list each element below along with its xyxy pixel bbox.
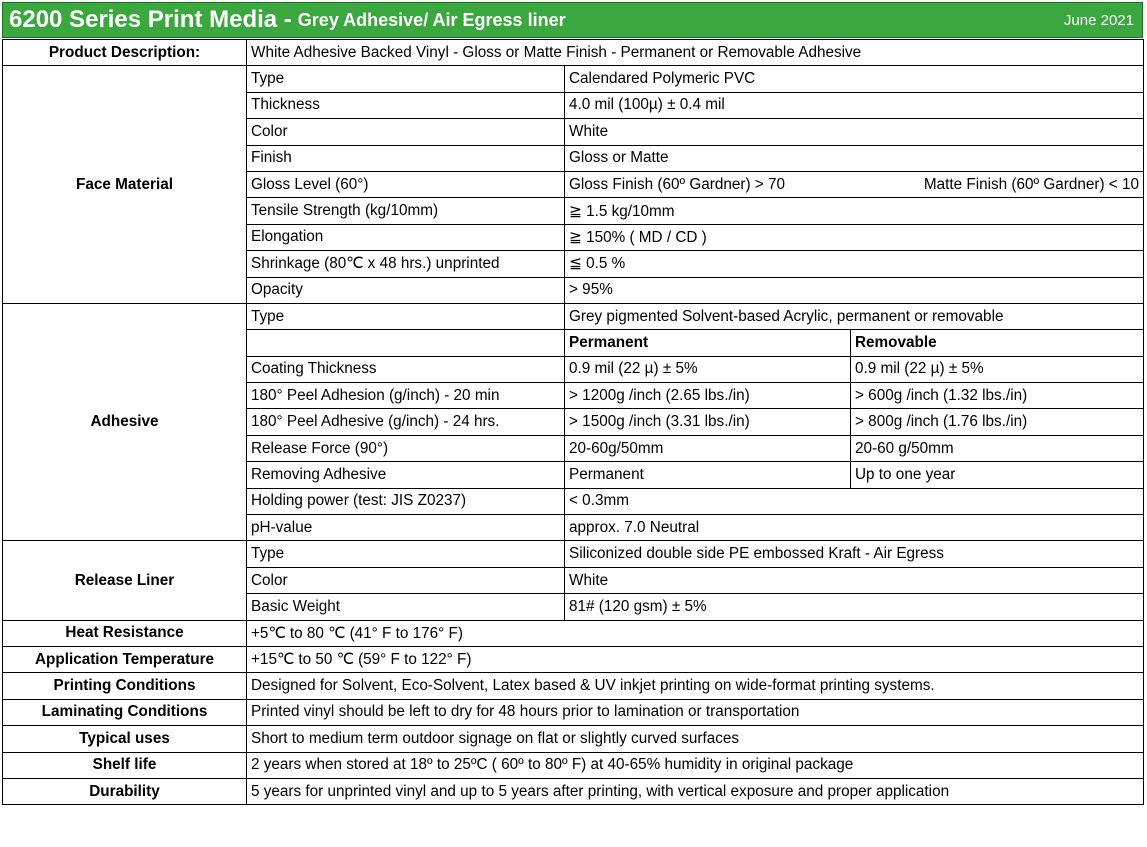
value-cell: Gloss or Matte <box>565 145 1144 171</box>
value-cell: ≧ 1.5 kg/10mm <box>565 198 1144 224</box>
property-cell: Finish <box>247 145 565 171</box>
value-cell: Siliconized double side PE embossed Kraft - Air Egress <box>565 541 1144 567</box>
value-cell: > 95% <box>565 277 1144 303</box>
value-cell: Calendared Polymeric PVC <box>565 66 1144 92</box>
property-cell: Opacity <box>247 277 565 303</box>
property-cell: Type <box>247 303 565 329</box>
category-label: Laminating Conditions <box>3 699 247 725</box>
property-cell: 180° Peel Adhesion (g/inch) - 20 min <box>247 383 565 409</box>
document-date: June 2021 <box>1063 12 1134 29</box>
property-cell: Type <box>247 541 565 567</box>
property-cell: Tensile Strength (kg/10mm) <box>247 198 565 224</box>
header-bar <box>2 2 1143 38</box>
table-row <box>3 66 1144 92</box>
property-cell: pH-value <box>247 515 565 541</box>
property-cell: Release Force (90°) <box>247 435 565 461</box>
property-cell <box>247 330 565 356</box>
value-cell: Printed vinyl should be left to dry for 48 hours prior to lamination or transportation <box>247 699 1144 725</box>
value-cell <box>565 171 1144 197</box>
table-row <box>3 699 1144 725</box>
property-cell: Holding power (test: JIS Z0237) <box>247 488 565 514</box>
property-cell: Type <box>247 66 565 92</box>
table-row <box>3 726 1144 752</box>
value-cell: 4.0 mil (100µ) ± 0.4 mil <box>565 92 1144 118</box>
value-cell: approx. 7.0 Neutral <box>565 515 1144 541</box>
category-label: Application Temperature <box>3 646 247 672</box>
category-label: Release Liner <box>3 541 247 620</box>
gloss-value: Gloss Finish (60º Gardner) > 70 <box>569 175 786 193</box>
category-label: Typical uses <box>3 726 247 752</box>
page-title: 6200 Series Print Media - <box>9 6 292 33</box>
permanent-value: 0.9 mil (22 µ) ± 5% <box>565 356 851 382</box>
removable-value: > 800g /inch (1.76 lbs./in) <box>851 409 1144 435</box>
value-cell: ≧ 150% ( MD / CD ) <box>565 224 1144 250</box>
property-cell: Color <box>247 119 565 145</box>
table-row <box>3 620 1144 646</box>
value-cell: 2 years when stored at 18º to 25ºC ( 60º to 80º F) at 40-65% humidity in original package <box>247 752 1144 778</box>
property-cell: Coating Thickness <box>247 356 565 382</box>
value-cell: White <box>565 567 1144 593</box>
value-cell: Designed for Solvent, Eco-Solvent, Latex based & UV inkjet printing on wide-format printing systems. <box>247 673 1144 699</box>
property-cell: Shrinkage (80℃ x 48 hrs.) unprinted <box>247 251 565 277</box>
value-cell: 5 years for unprinted vinyl and up to 5 years after printing, with vertical exposure and proper application <box>247 778 1144 804</box>
value-cell: < 0.3mm <box>565 488 1144 514</box>
property-cell: Removing Adhesive <box>247 462 565 488</box>
property-cell: Color <box>247 567 565 593</box>
removable-value: 20-60 g/50mm <box>851 435 1144 461</box>
table-row <box>3 40 1144 66</box>
spec-table <box>2 39 1144 805</box>
category-label: Shelf life <box>3 752 247 778</box>
category-label: Face Material <box>3 66 247 304</box>
category-label: Heat Resistance <box>3 620 247 646</box>
table-row <box>3 303 1144 329</box>
permanent-value: > 1500g /inch (3.31 lbs./in) <box>565 409 851 435</box>
category-label: Durability <box>3 778 247 804</box>
value-cell: 81# (120 gsm) ± 5% <box>565 594 1144 620</box>
permanent-value: Permanent <box>565 462 851 488</box>
table-row <box>3 673 1144 699</box>
property-cell: Elongation <box>247 224 565 250</box>
column-header-permanent: Permanent <box>565 330 851 356</box>
category-label: Product Description: <box>3 40 247 66</box>
removable-value: Up to one year <box>851 462 1144 488</box>
property-cell: 180° Peel Adhesive (g/inch) - 24 hrs. <box>247 409 565 435</box>
matte-value: Matte Finish (60º Gardner) < 10 <box>923 175 1140 193</box>
category-label: Printing Conditions <box>3 673 247 699</box>
value-cell: White <box>565 119 1144 145</box>
column-header-removable: Removable <box>851 330 1144 356</box>
value-cell: +5℃ to 80 ℃ (41° F to 176° F) <box>247 620 1144 646</box>
table-row <box>3 778 1144 804</box>
table-row <box>3 752 1144 778</box>
value-cell: Grey pigmented Solvent-based Acrylic, permanent or removable <box>565 303 1144 329</box>
table-row <box>3 541 1144 567</box>
removable-value: > 600g /inch (1.32 lbs./in) <box>851 383 1144 409</box>
value-cell: ≦ 0.5 % <box>565 251 1144 277</box>
page-subtitle: Grey Adhesive/ Air Egress liner <box>297 9 566 30</box>
property-cell: Basic Weight <box>247 594 565 620</box>
category-label: Adhesive <box>3 303 247 541</box>
value-cell: White Adhesive Backed Vinyl - Gloss or Matte Finish - Permanent or Removable Adhesive <box>247 40 1144 66</box>
property-cell: Gloss Level (60°) <box>247 171 565 197</box>
removable-value: 0.9 mil (22 µ) ± 5% <box>851 356 1144 382</box>
value-cell: +15℃ to 50 ℃ (59° F to 122° F) <box>247 646 1144 672</box>
property-cell: Thickness <box>247 92 565 118</box>
permanent-value: > 1200g /inch (2.65 lbs./in) <box>565 383 851 409</box>
table-row <box>3 646 1144 672</box>
value-cell: Short to medium term outdoor signage on flat or slightly curved surfaces <box>247 726 1144 752</box>
permanent-value: 20-60g/50mm <box>565 435 851 461</box>
